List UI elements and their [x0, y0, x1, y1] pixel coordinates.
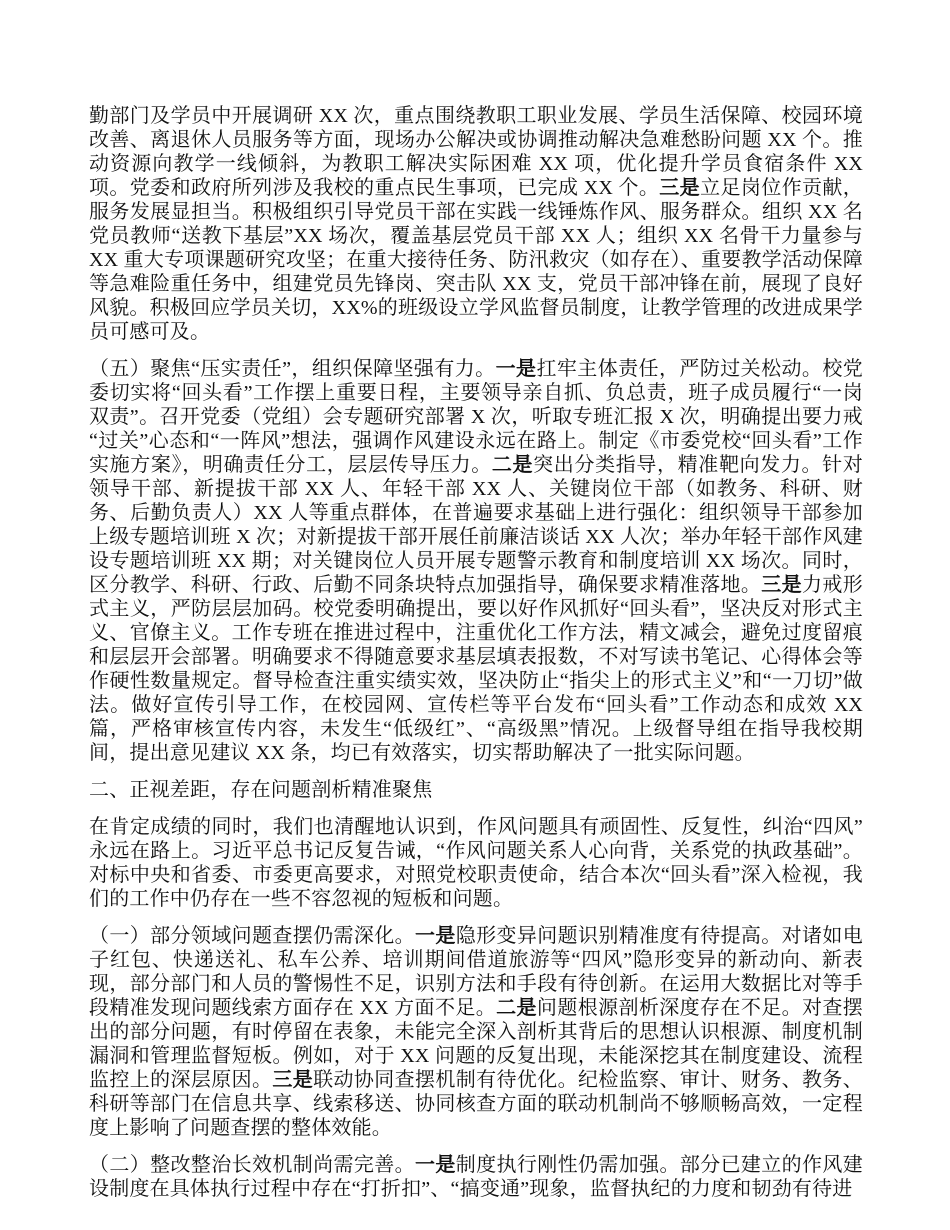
text-run: 突出分类指导，精准靶向发力。针对领导干部、新提拔干部 XX 人、年轻干部 XX 人、关键岗位干部（如教务、科研、财务、后勤负责人）XX 人等重点群体，在普遍要求基础上进行强化：组织领导干部参加上级专题培训班 X 次；对新提拔干部开展任前廉洁谈话 XX 人次；举办年轻干部作风建设专题培训班 XX 期；对关键岗位人员开展专题警示教育和制度培训 XX 场次。同时，区分教学、科研、行政、后勤不同条块特点加强指导，确保要求精准落地。	[89, 454, 864, 596]
text-run: 制度执行刚性仍需加强。部分已建立的作风建设制度在具体执行过程中存在“打折扣”、“搞变通”现象，监督执纪的力度和韧劲有待进	[89, 1154, 864, 1200]
section-heading	[89, 778, 863, 802]
text-run: 二、正视差距，存在问题剖析精准聚焦	[89, 779, 433, 801]
paragraph	[89, 924, 863, 1140]
emphasis-run: 一是	[495, 358, 537, 380]
text-run: 在肯定成绩的同时，我们也清醒地认识到，作风问题具有顽固性、反复性，纠治“四风”永远在路上。习近平总书记反复告诫，“作风问题关系人心向背，关系党的执政基础”。对标中央和省委、市委更高要求，对照党校职责使命，结合本次“回头看”深入检视，我们的工作中仍存在一些不容忽视的短板和问题。	[89, 816, 863, 910]
text-run: 立足岗位作贡献，服务发展显担当。积极组织引导党员干部在实践一线锤炼作风、服务群众。组织 XX 名党员教师“送教下基层”XX 场次，覆盖基层党员干部 XX 人；组织 XX 名骨干力量参与 XX 重大专项课题研究攻坚；在重大接待任务、防汛救灾（如存在）、重要教学活动保障等急难险重任务中，组建党员先锋岗、突击队 XX 支，党员干部冲锋在前，展现了良好风貌。积极回应学员关切，XX%的班级设立学风监督员制度，让教学管理的改进成果学员可感可及。	[89, 177, 864, 343]
text-run: （二）整改整治长效机制尚需完善。	[89, 1154, 415, 1176]
emphasis-run: 二是	[496, 997, 537, 1019]
paragraph	[89, 104, 863, 344]
text-run: （五）聚焦“压实责任”，组织保障坚强有力。	[89, 358, 496, 380]
emphasis-run: 三是	[272, 1069, 314, 1091]
text-run: （一）部分领域问题查摆仍需深化。	[89, 925, 415, 947]
paragraph	[89, 357, 863, 765]
paragraph	[89, 1153, 863, 1201]
emphasis-run: 一是	[414, 1154, 456, 1176]
document-body	[89, 104, 863, 1214]
text-run: 力戒形式主义，严防层层加码。校党委明确提出，要以好作风抓好“回头看”，坚决反对形式主义、官僚主义。工作专班在推进过程中，注重优化工作方法，精文减会，避免过度留痕和层层开会部署。明确要求不得随意要求基层填表报数，不对写读书笔记、心得体会等作硬性数量规定。督导检查注重实绩实效，坚决防止“指尖上的形式主义”和“一刀切”做法。做好宣传引导工作，在校园网、宣传栏等平台发布“回头看”工作动态和成效 XX 篇，严格审核宣传内容，未发生“低级红”、“高级黑”情况。上级督导组在指导我校期间，提出意见建议 XX 条，均已有效落实，切实帮助解决了一批实际问题。	[89, 574, 863, 764]
emphasis-run: 三是	[659, 177, 701, 199]
emphasis-run: 三是	[761, 574, 803, 596]
paragraph	[89, 815, 863, 911]
text-run: 勤部门及学员中开展调研 XX 次，重点围绕教职工职业发展、学员生活保障、校园环境改善、离退休人员服务等方面，现场办公解决或协调推动解决急难愁盼问题 XX 个。推动资源向教学一线倾斜，为教职工解决实际困难 XX 项，优化提升学员食宿条件 XX 项。党委和政府所列涉及我校的重点民生事项，已完成 XX 个。	[89, 105, 863, 199]
text-run: 联动协同查摆机制有待优化。纪检监察、审计、财务、教务、科研等部门在信息共享、线索移送、协同核查方面的联动机制尚不够顺畅高效，一定程度上影响了问题查摆的整体效能。	[89, 1069, 863, 1139]
text-run: 问题根源剖析深度存在不足。对查摆出的部分问题，有时停留在表象，未能完全深入剖析其背后的思想认识根源、制度机制漏洞和管理监督短板。例如，对于 XX 问题的反复出现，未能深挖其在制度建设、流程监控上的深层原因。	[89, 997, 863, 1091]
emphasis-run: 一是	[414, 925, 456, 947]
text-run: 扛牢主体责任，严防过关松动。校党委切实将“回头看”工作摆上重要日程，主要领导亲自抓、负总责，班子成员履行“一岗双责”。召开党委（党组）会专题研究部署 X 次，听取专班汇报 X 次，明确提出要力戒“过关”心态和“一阵风”想法，强调作风建设永远在路上。制定《市委党校“回头看”工作实施方案》，明确责任分工，层层传导压力。	[89, 358, 863, 476]
emphasis-run: 二是	[491, 454, 534, 476]
text-run: 隐形变异问题识别精准度有待提高。对诸如电子红包、快递送礼、私车公养、培训期间借道旅游等“四风”隐形变异的新动向、新表现，部分部门和人员的警惕性不足，识别方法和手段有待创新。在运用大数据比对等手段精准发现问题线索方面存在 XX 方面不足。	[89, 925, 864, 1019]
